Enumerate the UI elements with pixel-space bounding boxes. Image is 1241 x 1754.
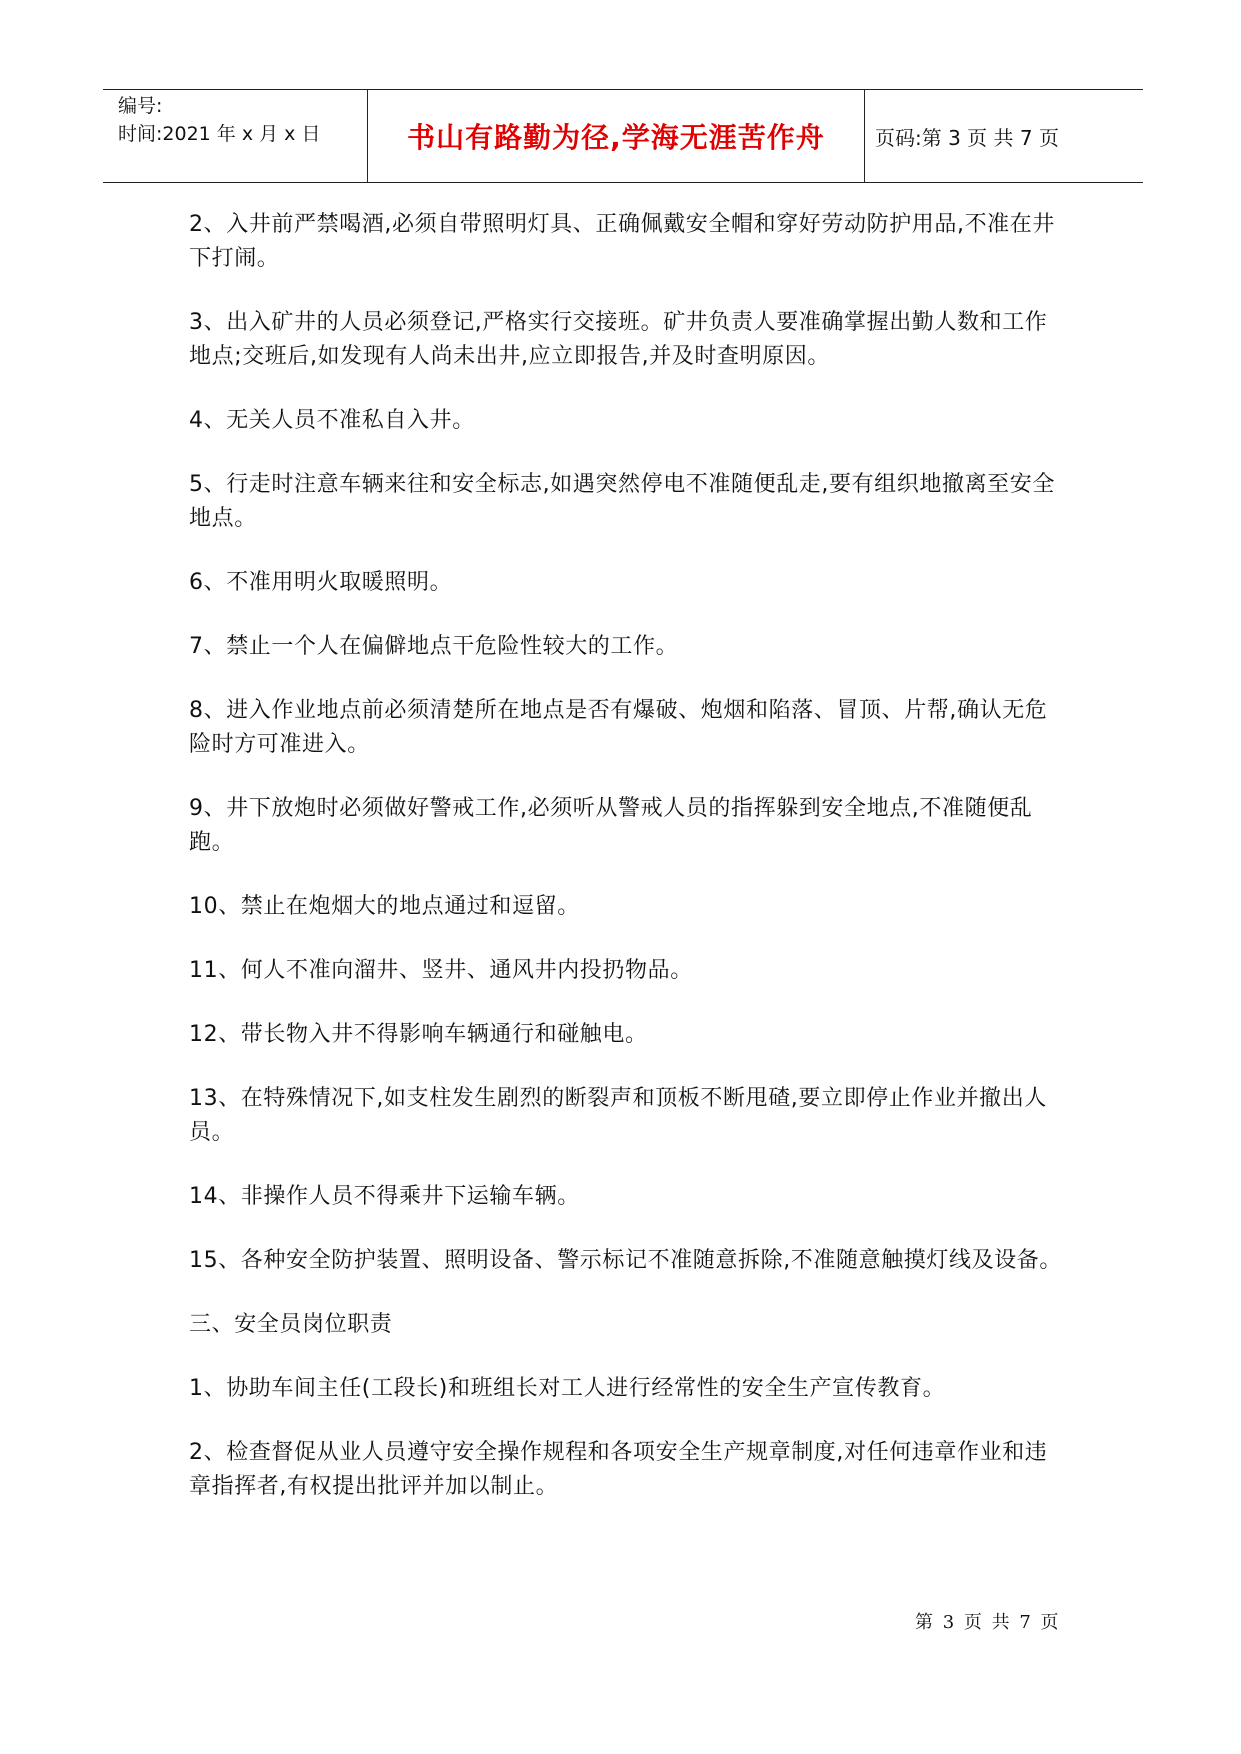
header-left-info	[118, 92, 368, 148]
paragraph: 6、不准用明火取暖照明。	[189, 570, 453, 595]
paragraph: 11、何人不准向溜井、竖井、通风井内投扔物品。	[189, 958, 693, 983]
page-footer: 第 3 页 共 7 页	[915, 1612, 1061, 1633]
paragraph: 12、带长物入井不得影响车辆通行和碰触电。	[189, 1022, 648, 1047]
paragraph: 4、无关人员不准私自入井。	[189, 408, 475, 433]
document-body	[189, 208, 1069, 1534]
paragraph: 2、入井前严禁喝酒,必须自带照明灯具、正确佩戴安全帽和穿好劳动防护用品,不准在井下打闹。	[189, 212, 1055, 271]
paragraph: 10、禁止在炮烟大的地点通过和逗留。	[189, 894, 580, 919]
paragraph: 9、井下放炮时必须做好警戒工作,必须听从警戒人员的指挥躲到安全地点,不准随便乱跑。	[189, 796, 1033, 855]
paragraph: 15、各种安全防护装置、照明设备、警示标记不准随意拆除,不准随意触摸灯线及设备。	[189, 1248, 1062, 1273]
header-motto: 书山有路勤为径,学海无涯苦作舟	[367, 90, 865, 182]
paragraph: 3、出入矿井的人员必须登记,严格实行交接班。矿井负责人要准确掌握出勤人数和工作地点;交班后,如发现有人尚未出井,应立即报告,并及时查明原因。	[189, 310, 1048, 369]
document-time-label: 时间:2021 年 x 月 x 日	[118, 123, 321, 145]
header-page-number: 页码:第 3 页 共 7 页	[875, 125, 1059, 150]
paragraph: 2、检查督促从业人员遵守安全操作规程和各项安全生产规章制度,对任何违章作业和违章指挥者,有权提出批评并加以制止。	[189, 1440, 1048, 1499]
document-number-label: 编号:	[118, 95, 163, 117]
paragraph: 5、行走时注意车辆来往和安全标志,如遇突然停电不准随便乱走,要有组织地撤离至安全地点。	[189, 472, 1055, 531]
paragraph: 1、协助车间主任(工段长)和班组长对工人进行经常性的安全生产宣传教育。	[189, 1376, 946, 1401]
page-header	[103, 89, 1143, 183]
section-heading: 三、安全员岗位职责	[189, 1312, 393, 1337]
paragraph: 8、进入作业地点前必须清楚所在地点是否有爆破、炮烟和陷落、冒顶、片帮,确认无危险时方可准进入。	[189, 698, 1048, 757]
paragraph: 14、非操作人员不得乘井下运输车辆。	[189, 1184, 580, 1209]
paragraph: 13、在特殊情况下,如支柱发生剧烈的断裂声和顶板不断甩碴,要立即停止作业并撤出人员。	[189, 1086, 1047, 1145]
paragraph: 7、禁止一个人在偏僻地点干危险性较大的工作。	[189, 634, 679, 659]
